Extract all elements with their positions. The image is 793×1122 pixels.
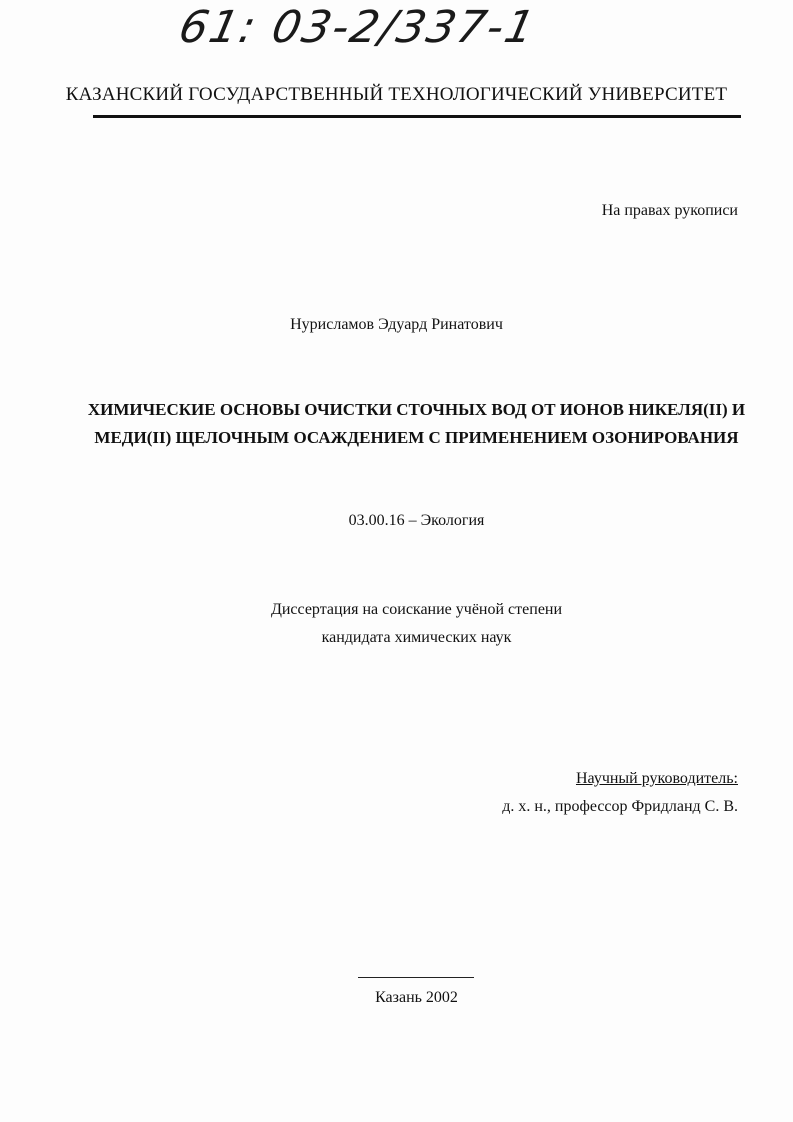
handwritten-catalog-number: 61: 03-2/337-1 (174, 2, 541, 53)
footer-divider (358, 977, 474, 978)
author-name: Нурисламов Эдуард Ринатович (290, 316, 503, 333)
advisor-name: д. х. н., профессор Фридланд С. В. (502, 798, 738, 815)
advisor-label: Научный руководитель: (575, 770, 738, 787)
university-name: КАЗАНСКИЙ ГОСУДАРСТВЕННЫЙ ТЕХНОЛОГИЧЕСКИЙ УНИВЕРСИТЕТ (65, 84, 728, 105)
manuscript-rights-note: На правах рукописи (601, 202, 738, 219)
header-divider (93, 115, 741, 118)
title-line-1: ХИМИЧЕСКИЕ ОСНОВЫ ОЧИСТКИ СТОЧНЫХ ВОД ОТ ИОНОВ НИКЕЛЯ(II) И (87, 400, 746, 419)
degree-line-1: Диссертация на соискание учёной степени (270, 601, 563, 618)
dissertation-title (60, 396, 773, 452)
scientific-advisor (502, 765, 738, 821)
degree-statement (0, 596, 793, 652)
specialty-code: 03.00.16 – Экология (348, 512, 485, 529)
degree-line-2: кандидата химических наук (321, 629, 512, 646)
city-year: Казань 2002 (375, 989, 458, 1006)
title-line-2: МЕДИ(II) ЩЕЛОЧНЫМ ОСАЖДЕНИЕМ С ПРИМЕНЕНИЕМ ОЗОНИРОВАНИЯ (94, 428, 739, 447)
